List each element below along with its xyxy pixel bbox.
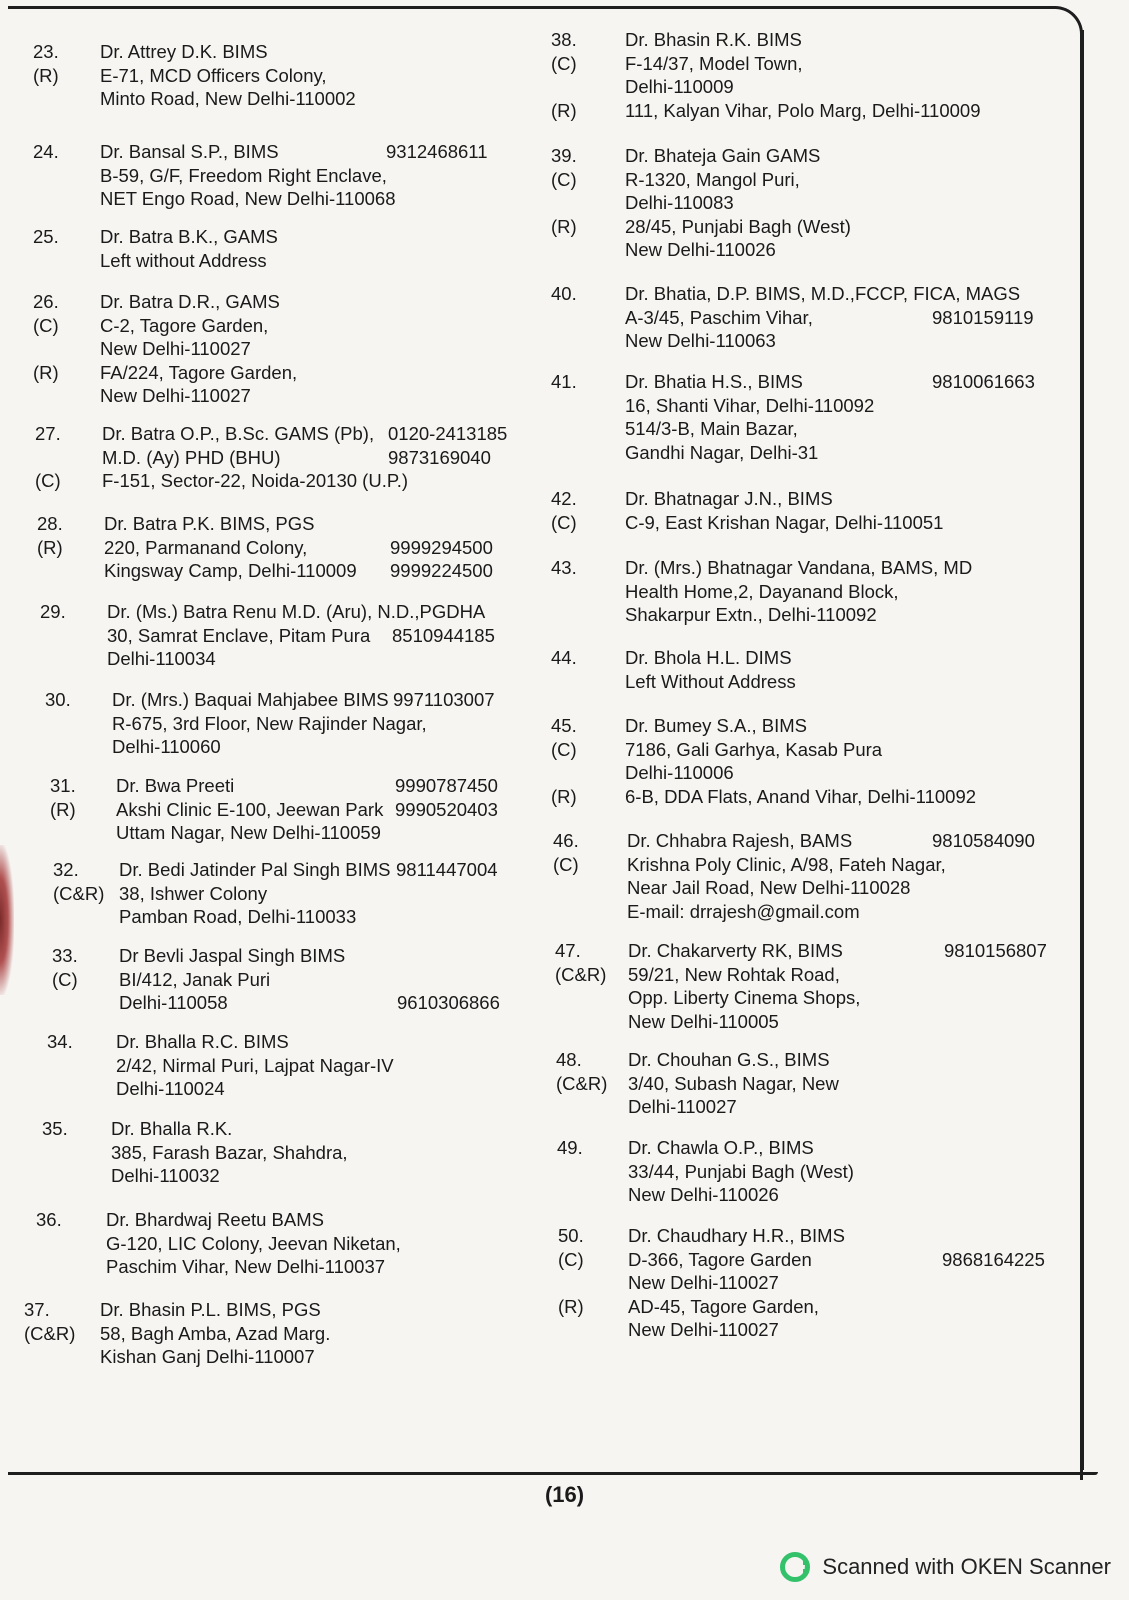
address-line: 33/44, Punjabi Bagh (West)	[628, 1160, 854, 1182]
phone-number	[397, 944, 500, 968]
entry-details	[100, 225, 278, 272]
entry-number-column	[24, 1298, 84, 1345]
phone-number	[932, 282, 1034, 306]
entry-number-column	[33, 225, 93, 249]
phone-numbers	[388, 422, 507, 469]
phone-numbers	[392, 600, 495, 647]
doctor-name: Dr. Bansal S.P., BIMS	[100, 141, 279, 162]
phone-numbers	[393, 688, 495, 712]
address-line: Delhi-110034	[107, 648, 216, 669]
address-line: 7186, Gali Garhya, Kasab Pura	[625, 738, 883, 760]
address-line: B-59, G/F, Freedom Right Enclave,	[100, 164, 387, 186]
address-line: Delhi-110027	[628, 1096, 737, 1117]
entry-number-column	[47, 1030, 107, 1054]
entry-details	[628, 1224, 845, 1342]
phone-numbers	[932, 370, 1035, 394]
phone-number: 9810061663	[932, 371, 1035, 392]
address-line: New Delhi-110005	[628, 1010, 779, 1032]
address-line: R-675, 3rd Floor, New Rajinder Nagar,	[112, 712, 427, 734]
doctor-name: Dr. Batra D.R., GAMS	[100, 291, 280, 312]
address-line: Krishna Poly Clinic, A/98, Fateh Nagar,	[627, 853, 946, 875]
address-line: 16, Shanti Vihar, Delhi-110092	[625, 394, 875, 416]
entry-number: 37.	[24, 1299, 50, 1320]
phone-number	[392, 600, 495, 624]
address-type-code: (C)	[551, 738, 577, 760]
entry-number-column	[42, 1117, 102, 1141]
phone-numbers	[942, 1224, 1045, 1271]
address-type-code	[551, 191, 611, 215]
address-type-code: (C)	[553, 853, 579, 875]
address-line: New Delhi-110026	[625, 239, 776, 260]
address-type-code: (C&R)	[556, 1072, 608, 1094]
doctor-name: Dr. Bhatia H.S., BIMS	[625, 371, 803, 392]
phone-number: 9312468611	[386, 141, 488, 162]
entry-details	[112, 688, 427, 759]
address-line: Gandhi Nagar, Delhi-31	[625, 441, 819, 463]
phone-number: 9810584090	[932, 830, 1035, 851]
phone-numbers	[932, 282, 1034, 329]
address-type-code	[35, 446, 95, 470]
phone-number: 9999294500	[390, 536, 493, 558]
phone-number: 9999224500	[390, 560, 493, 581]
address-type-code	[551, 75, 611, 99]
entry-number-column	[33, 290, 93, 384]
entry-number-column	[53, 858, 113, 905]
entry-number-column	[551, 282, 611, 306]
address-line: 38, Ishwer Colony	[119, 882, 268, 904]
doctor-name: Dr. Attrey D.K. BIMS	[100, 41, 268, 62]
address-line: Akshi Clinic E-100, Jeewan Park	[116, 798, 384, 820]
address-line: BI/412, Janak Puri	[119, 968, 271, 990]
address-type-code: (C)	[551, 52, 577, 74]
doctor-name: Dr. (Ms.) Batra Renu M.D. (Aru), N.D.,PGDHA	[107, 601, 486, 622]
phone-numbers	[944, 939, 1047, 963]
entry-details	[627, 829, 946, 923]
entry-details	[100, 40, 356, 111]
address-line: R-1320, Mangol Puri,	[625, 168, 800, 190]
address-line: 2/42, Nirmal Puri, Lajpat Nagar-IV	[116, 1054, 394, 1076]
address-line: Left without Address	[100, 249, 267, 271]
phone-number	[390, 512, 493, 536]
phone-numbers	[932, 829, 1035, 853]
doctor-name: Dr. Bhatnagar J.N., BIMS	[625, 488, 833, 509]
entry-number-column	[551, 714, 611, 808]
entry-details	[100, 290, 297, 408]
entry-number-column	[33, 140, 93, 164]
entry-number-column	[35, 422, 95, 493]
entry-details	[100, 1298, 330, 1369]
entry-number-column	[52, 944, 112, 991]
address-line: 514/3-B, Main Bazar,	[625, 418, 798, 439]
entry-number: 29.	[40, 601, 66, 622]
entry-number: 34.	[47, 1031, 73, 1052]
entry-number-column	[551, 144, 611, 238]
address-type-code: (R)	[551, 215, 577, 237]
address-line: C-2, Tagore Garden,	[100, 314, 269, 336]
entry-details	[119, 858, 390, 929]
address-line: Pamban Road, Delhi-110033	[119, 906, 357, 927]
doctor-name: Dr. (Mrs.) Baquai Mahjabee BIMS	[112, 689, 389, 710]
address-type-code: (R)	[551, 99, 577, 121]
phone-number: 9868164225	[942, 1248, 1045, 1270]
entry-number-column	[555, 939, 615, 986]
phone-number: 9811447004	[396, 859, 498, 880]
entry-details	[625, 28, 981, 122]
doctor-name: Dr. Bhatia, D.P. BIMS, M.D.,FCCP, FICA, MAGS	[625, 283, 1021, 304]
address-line: 58, Bagh Amba, Azad Marg.	[100, 1322, 331, 1344]
address-line: C-9, East Krishan Nagar, Delhi-110051	[625, 511, 944, 533]
entry-details	[625, 646, 796, 693]
phone-numbers	[390, 512, 493, 583]
address-type-code: (C)	[558, 1248, 584, 1270]
entry-number: 49.	[557, 1137, 583, 1158]
entry-number: 28.	[37, 513, 63, 534]
address-line: G-120, LIC Colony, Jeevan Niketan,	[106, 1232, 401, 1254]
doctor-name: Dr. Batra O.P., B.Sc. GAMS (Pb),	[102, 423, 375, 444]
entry-number: 46.	[553, 830, 579, 851]
phone-number	[397, 968, 500, 992]
address-line: New Delhi-110026	[628, 1184, 779, 1205]
entry-number: 25.	[33, 226, 59, 247]
doctor-name: Dr. Bumey S.A., BIMS	[625, 715, 807, 736]
entry-number: 41.	[551, 371, 577, 392]
address-type-code: (R)	[558, 1295, 584, 1317]
address-type-code: (C&R)	[24, 1322, 76, 1344]
entry-details	[625, 556, 972, 627]
address-line: Delhi-110083	[625, 192, 734, 213]
address-type-code: (C)	[52, 968, 78, 990]
address-line: Delhi-110032	[111, 1165, 220, 1186]
entry-number-column	[50, 774, 110, 821]
address-line: 59/21, New Rohtak Road,	[628, 963, 840, 985]
address-line: Near Jail Road, New Delhi-110028	[627, 877, 911, 898]
doctor-name: Dr. Batra P.K. BIMS, PGS	[104, 513, 315, 534]
entry-number-column	[45, 688, 105, 712]
address-type-code	[551, 761, 611, 785]
entry-number: 23.	[33, 41, 59, 62]
entry-details	[625, 370, 874, 464]
entry-number-column	[551, 370, 611, 394]
entry-details	[628, 1136, 854, 1207]
phone-number: 9990520403	[395, 798, 498, 820]
phone-numbers	[397, 944, 500, 1015]
doctor-name: Dr. Batra B.K., GAMS	[100, 226, 278, 247]
address-line: A-3/45, Paschim Vihar,	[625, 306, 813, 328]
doctor-name: Dr. Bhasin P.L. BIMS, PGS	[100, 1299, 321, 1320]
address-type-code: (C)	[35, 470, 61, 491]
entry-number-column	[558, 1224, 618, 1318]
page-number: (16)	[544, 1482, 585, 1507]
entry-number: 47.	[555, 940, 581, 961]
entry-details	[104, 512, 357, 583]
address-type-code: (R)	[37, 536, 63, 558]
doctor-name: Dr. Bhardwaj Reetu BAMS	[106, 1209, 324, 1230]
address-line: E-71, MCD Officers Colony,	[100, 64, 327, 86]
address-line: F-14/37, Model Town,	[625, 52, 803, 74]
entry-number: 31.	[50, 775, 76, 796]
phone-number: 9873169040	[388, 446, 491, 468]
page-frame-edge	[1081, 30, 1084, 1470]
entry-number-column	[33, 40, 93, 87]
address-line: Delhi-110058	[119, 992, 228, 1013]
address-type-code: (R)	[33, 361, 59, 383]
entry-number-column	[556, 1048, 616, 1095]
phone-numbers	[396, 858, 498, 882]
address-type-code: (R)	[551, 785, 577, 807]
address-line: New Delhi-110027	[100, 338, 251, 359]
address-line: New Delhi-110027	[628, 1319, 779, 1340]
entry-number: 50.	[558, 1225, 584, 1246]
doctor-name: Dr. Chhabra Rajesh, BAMS	[627, 830, 853, 851]
scanner-watermark	[780, 1552, 1111, 1582]
address-line: NET Engo Road, New Delhi-110068	[100, 188, 396, 209]
doctor-name: Dr. Bedi Jatinder Pal Singh BIMS	[119, 859, 391, 880]
entry-number-column	[551, 556, 611, 580]
entry-details	[625, 487, 943, 534]
address-line: Paschim Vihar, New Delhi-110037	[106, 1256, 386, 1277]
address-line: M.D. (Ay) PHD (BHU)	[102, 446, 281, 468]
address-line: Kishan Ganj Delhi-110007	[100, 1346, 315, 1367]
address-type-code: (C)	[551, 168, 577, 190]
entry-details	[119, 944, 345, 1015]
scanner-text: Scanned with OKEN Scanner	[822, 1554, 1111, 1579]
doctor-name: Dr. Chakarverty RK, BIMS	[628, 940, 843, 961]
entry-number: 27.	[35, 423, 61, 444]
address-line: Opp. Liberty Cinema Shops,	[628, 987, 861, 1008]
address-line: Delhi-110009	[625, 76, 734, 97]
address-line: New Delhi-110027	[100, 385, 251, 406]
address-line: New Delhi-110063	[625, 330, 776, 351]
doctor-name: Dr. Bhola H.L. DIMS	[625, 647, 792, 668]
entry-number: 48.	[556, 1049, 582, 1070]
phone-number: 9810159119	[932, 306, 1034, 328]
entry-number-column	[36, 1208, 96, 1232]
entry-number: 35.	[42, 1118, 68, 1139]
entry-number-column	[40, 600, 100, 624]
entry-number: 40.	[551, 283, 577, 304]
address-line: Delhi-110060	[112, 736, 221, 757]
doctor-name: Dr. Bhalla R.K.	[111, 1118, 233, 1139]
phone-number: 9971103007	[393, 689, 495, 710]
address-line: 3/40, Subash Nagar, New	[628, 1072, 839, 1094]
address-type-code: (C&R)	[555, 963, 607, 985]
phone-numbers	[395, 774, 498, 821]
address-line: 30, Samrat Enclave, Pitam Pura	[107, 624, 371, 646]
entry-number: 26.	[33, 291, 59, 312]
entry-number-column	[37, 512, 97, 559]
address-line: 28/45, Punjabi Bagh (West)	[625, 215, 851, 237]
entry-details	[625, 714, 976, 808]
address-line: Minto Road, New Delhi-110002	[100, 88, 356, 109]
entry-details	[625, 144, 851, 262]
address-line: Kingsway Camp, Delhi-110009	[104, 560, 357, 581]
phone-number: 8510944185	[392, 624, 495, 646]
address-line: 220, Parmanand Colony,	[104, 536, 308, 558]
entry-number: 30.	[45, 689, 71, 710]
address-line: D-366, Tagore Garden	[628, 1248, 812, 1270]
phone-number	[942, 1224, 1045, 1248]
entry-details	[628, 1048, 839, 1119]
entry-number: 38.	[551, 29, 577, 50]
phone-number: 9810156807	[944, 940, 1047, 961]
entry-details	[102, 422, 408, 493]
address-line: AD-45, Tagore Garden,	[628, 1295, 819, 1317]
address-line: 111, Kalyan Vihar, Polo Marg, Delhi-110009	[625, 99, 981, 121]
doctor-name: Dr. (Mrs.) Bhatnagar Vandana, BAMS, MD	[625, 557, 973, 578]
entry-number-column	[551, 646, 611, 670]
entry-number: 32.	[53, 859, 79, 880]
phone-number: 0120-2413185	[388, 423, 508, 444]
entry-number: 42.	[551, 488, 577, 509]
address-line: Uttam Nagar, New Delhi-110059	[116, 822, 381, 843]
entry-details	[111, 1117, 348, 1188]
entry-number-column	[557, 1136, 617, 1160]
entry-number-column	[551, 487, 611, 534]
entry-details	[100, 140, 396, 211]
entry-number: 24.	[33, 141, 59, 162]
entry-number-column	[553, 829, 613, 876]
phone-number: 9610306866	[397, 992, 500, 1013]
entry-number: 44.	[551, 647, 577, 668]
doctor-name: Dr. Bhalla R.C. BIMS	[116, 1031, 289, 1052]
address-type-code: (C&R)	[53, 882, 105, 904]
address-type-code: (R)	[33, 64, 59, 86]
address-line: New Delhi-110027	[628, 1272, 779, 1293]
entry-details	[116, 1030, 394, 1101]
entry-number: 33.	[52, 945, 78, 966]
address-line: 385, Farash Bazar, Shahdra,	[111, 1141, 348, 1163]
address-type-code: (C)	[551, 511, 577, 533]
address-line: FA/224, Tagore Garden,	[100, 361, 298, 383]
phone-numbers	[386, 140, 488, 164]
doctor-name: Dr. Chouhan G.S., BIMS	[628, 1049, 830, 1070]
address-line: 6-B, DDA Flats, Anand Vihar, Delhi-110092	[625, 785, 977, 807]
phone-number: 9990787450	[395, 775, 498, 796]
doctor-name: Dr. Bhasin R.K. BIMS	[625, 29, 802, 50]
address-type-code	[33, 337, 93, 361]
doctor-name: Dr. Chawla O.P., BIMS	[628, 1137, 814, 1158]
address-type-code: (R)	[50, 798, 76, 820]
doctor-name: Dr. Bwa Preeti	[116, 775, 235, 796]
address-line: Shakarpur Extn., Delhi-110092	[625, 604, 877, 625]
doctor-name: Dr Bevli Jaspal Singh BIMS	[119, 945, 346, 966]
entry-number: 36.	[36, 1209, 62, 1230]
address-line: Delhi-110024	[116, 1078, 225, 1099]
scan-shadow	[0, 845, 14, 995]
address-line[interactable]: E-mail: drrajesh@gmail.com	[627, 900, 860, 922]
entry-number: 45.	[551, 715, 577, 736]
oken-scanner-logo-icon	[780, 1552, 810, 1582]
entry-details	[106, 1208, 401, 1279]
entry-number: 43.	[551, 557, 577, 578]
entry-details	[116, 774, 383, 845]
entry-details	[628, 939, 860, 1033]
address-line: Delhi-110006	[625, 762, 734, 783]
address-line: Left Without Address	[625, 670, 796, 692]
doctor-name: Dr. Chaudhary H.R., BIMS	[628, 1225, 845, 1246]
address-line: Health Home,2, Dayanand Block,	[625, 580, 899, 602]
entry-number-column	[551, 28, 611, 122]
doctor-name: Dr. Bhateja Gain GAMS	[625, 145, 821, 166]
page-frame-bottom	[8, 1472, 1098, 1475]
address-line: F-151, Sector-22, Noida-20130 (U.P.)	[102, 470, 409, 491]
address-type-code: (C)	[33, 314, 59, 336]
entry-number: 39.	[551, 145, 577, 166]
address-type-code	[558, 1271, 618, 1295]
